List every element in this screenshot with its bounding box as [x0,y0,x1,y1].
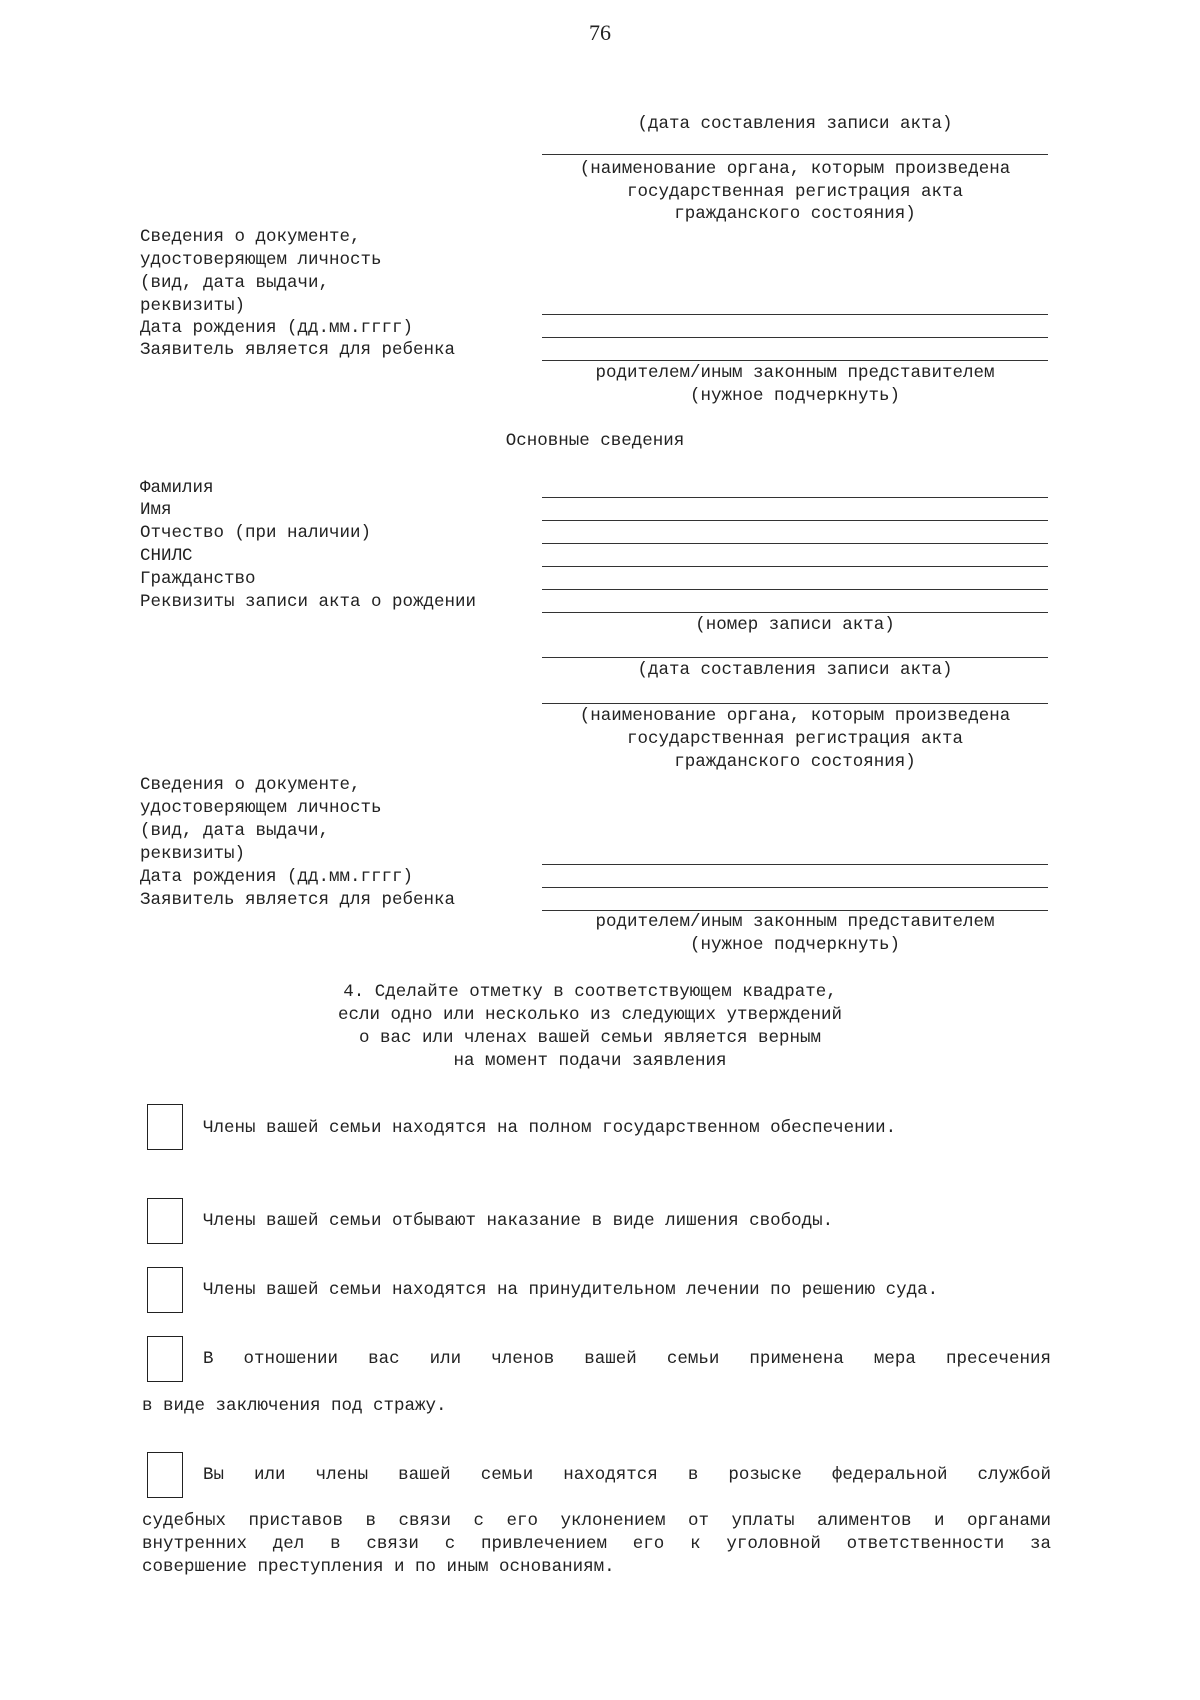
birth-date-line-2 [542,887,1048,888]
citizenship-line [542,589,1048,590]
section4-title-3: о вас или членах вашей семьи является верным [358,1028,822,1048]
applicant-line [542,360,1048,361]
citizenship-label: Гражданство [140,569,256,589]
option-5-continuation-3: совершение преступления и по иным основаниям. [142,1557,615,1577]
organ-line [542,154,1048,155]
birth-date-label: Дата рождения (дд.мм.гггг) [140,318,414,338]
patronymic-line [542,543,1048,544]
caption-organ-3: гражданского состояния) [674,204,916,224]
doc-label-2: удостоверяющем личность [140,250,382,270]
patronymic-label: Отчество (при наличии) [140,523,372,543]
option-3-label: Члены вашей семьи находятся на принудительном лечении по решению суда. [203,1280,939,1300]
applicant-label: Заявитель является для ребенка [140,340,456,360]
record-date-line [542,657,1048,658]
caption-organ-2: государственная регистрация акта [626,182,964,202]
caption-record-number: (номер записи акта) [695,615,895,635]
caption-organ-1: (наименование органа, которым произведена [579,159,1011,179]
snils-label: СНИЛС [140,546,193,566]
doc-label-4: реквизиты) [140,296,246,316]
option-5-continuation-1: судебных приставов в связи с его уклонением от уплаты алиментов и органами [142,1511,1051,1531]
section4-title-1: 4. Сделайте отметку в соответствующем квадрате, [343,982,837,1002]
doc-label-2-3: (вид, дата выдачи, [140,821,330,841]
doc-label-1: Сведения о документе, [140,227,361,247]
caption-organ-2-1: (наименование органа, которым произведена [579,706,1011,726]
birth-date-line [542,337,1048,338]
birth-record-label: Реквизиты записи акта о рождении [140,592,477,612]
page-number: 76 [589,20,611,45]
option-4-checkbox[interactable] [147,1336,183,1382]
doc-label-2-2: удостоверяющем личность [140,798,382,818]
option-1-checkbox[interactable] [147,1104,183,1150]
doc-label-3: (вид, дата выдачи, [140,273,330,293]
caption-organ-2-2: государственная регистрация акта [626,729,964,749]
option-4-continuation: в виде заключения под стражу. [142,1396,447,1416]
birth-date-label-2: Дата рождения (дд.мм.гггг) [140,867,414,887]
section4-title-4: на момент подачи заявления [453,1051,727,1071]
applicant-caption-1: родителем/иным законным представителем [595,363,995,383]
option-5-label: Вы или члены вашей семьи находятся в розыске федеральной службой [203,1465,1051,1485]
option-1-label: Члены вашей семьи находятся на полном государственном обеспечении. [203,1118,897,1138]
caption-record-date-2: (дата составления записи акта) [637,660,953,680]
applicant-caption-2-1: родителем/иным законным представителем [595,912,995,932]
option-5-continuation-2: внутренних дел в связи с привлечением его к уголовной ответственности за [142,1534,1051,1554]
option-2-checkbox[interactable] [147,1198,183,1244]
option-2-label: Члены вашей семьи отбывают наказание в виде лишения свободы. [203,1211,834,1231]
option-3-checkbox[interactable] [147,1267,183,1313]
option-4-label: В отношении вас или членов вашей семьи применена мера пресечения [203,1349,1051,1369]
surname-label: Фамилия [140,478,214,498]
caption-record-date: (дата составления записи акта) [637,114,953,134]
section-title: Основные сведения [505,431,685,451]
doc-label-2-4: реквизиты) [140,844,246,864]
doc-info-line [542,314,1048,315]
applicant-caption-2: (нужное подчеркнуть) [689,386,901,406]
organ-line-2 [542,703,1048,704]
snils-line [542,566,1048,567]
doc-label-2-1: Сведения о документе, [140,775,361,795]
doc-info-line-2 [542,864,1048,865]
surname-line [542,497,1048,498]
applicant-label-2: Заявитель является для ребенка [140,890,456,910]
caption-organ-2-3: гражданского состояния) [674,752,916,772]
name-label: Имя [140,500,172,520]
section4-title-2: если одно или несколько из следующих утверждений [337,1005,843,1025]
option-5-checkbox[interactable] [147,1452,183,1498]
record-number-line [542,612,1048,613]
applicant-caption-2-2: (нужное подчеркнуть) [689,935,901,955]
name-line [542,520,1048,521]
